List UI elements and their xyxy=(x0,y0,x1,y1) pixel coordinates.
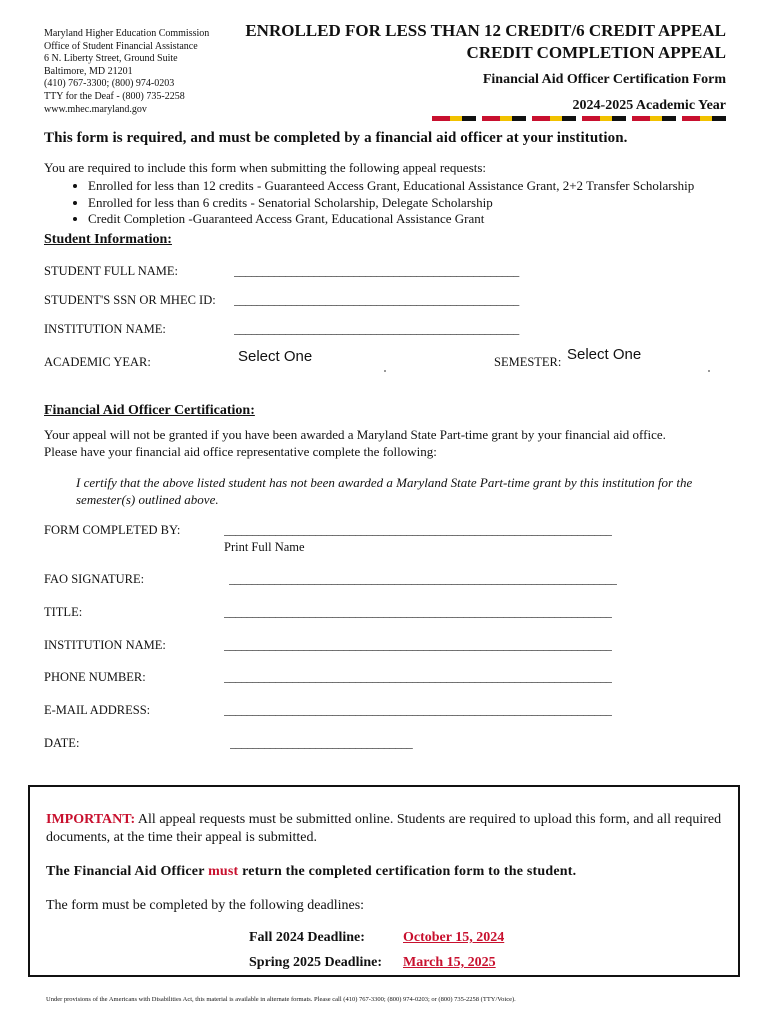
student-ssn-field[interactable]: __________________________________________________ xyxy=(234,293,520,307)
form-title xyxy=(220,20,726,64)
select-marker xyxy=(708,370,710,372)
completed-by-field[interactable]: ____________________________________________________________________ xyxy=(224,523,612,537)
completed-by-label: FORM COMPLETED BY: xyxy=(44,523,181,537)
agency-line: Maryland Higher Education Commission xyxy=(44,28,210,39)
officer-instructions-line: Please have your financial aid office representative complete the following: xyxy=(44,444,437,459)
fall-deadline-label: Fall 2024 Deadline: xyxy=(249,930,365,945)
select-marker xyxy=(384,370,386,372)
student-name-field[interactable]: __________________________________________________ xyxy=(234,264,520,278)
academic-year-select[interactable]: Select One xyxy=(238,348,313,365)
important-label: IMPORTANT: xyxy=(46,812,136,827)
officer-institution-label: INSTITUTION NAME: xyxy=(44,638,166,652)
form-required-notice: This form is required, and must be completed by a financial aid officer at your institution. xyxy=(44,130,628,146)
maryland-flag-stripe xyxy=(432,116,728,121)
appeal-type-list xyxy=(70,178,694,228)
academic-year-label: ACADEMIC YEAR: xyxy=(44,355,151,369)
student-name-label: STUDENT FULL NAME: xyxy=(44,264,179,278)
student-ssn-label: STUDENT'S SSN OR MHEC ID: xyxy=(44,293,216,307)
officer-cert-heading: Financial Aid Officer Certification: xyxy=(44,403,255,418)
return-instruction-must: must xyxy=(208,864,239,879)
officer-instructions xyxy=(44,426,666,460)
agency-line: (410) 767-3300; (800) 974-0203 xyxy=(44,78,175,90)
agency-line: Office of Student Financial Assistance xyxy=(44,40,198,52)
form-title-line1: ENROLLED FOR LESS THAN 12 CREDIT/6 CREDIT APPEAL xyxy=(245,21,726,40)
fao-signature-field[interactable]: ____________________________________________________________________ xyxy=(229,572,617,586)
date-label: DATE: xyxy=(44,736,80,750)
spring-deadline-date: March 15, 2025 xyxy=(403,955,496,970)
phone-number-field[interactable]: ____________________________________________________________________ xyxy=(224,670,612,684)
intro-text: You are required to include this form when submitting the following appeal requests: xyxy=(44,160,487,175)
list-item: • Credit Completion -Guaranteed Access Grant, Educational Assistance Grant xyxy=(88,211,694,228)
academic-year-heading: 2024-2025 Academic Year xyxy=(572,98,726,113)
student-info-heading: Student Information: xyxy=(44,232,172,247)
deadlines-intro: The form must be completed by the following deadlines: xyxy=(46,898,365,913)
phone-number-label: PHONE NUMBER: xyxy=(44,670,146,684)
title-field[interactable]: ____________________________________________________________________ xyxy=(224,605,612,619)
institution-name-label: INSTITUTION NAME: xyxy=(44,322,166,336)
form-subtitle: Financial Aid Officer Certification Form xyxy=(482,72,726,87)
list-item: • Enrolled for less than 12 credits - Guaranteed Access Grant, Educational Assistance Grant, 2+2 Transfer Scholarship xyxy=(88,178,694,195)
institution-name-field[interactable]: __________________________________________________ xyxy=(234,322,520,336)
email-address-field[interactable]: ____________________________________________________________________ xyxy=(224,703,612,717)
semester-label: SEMESTER: xyxy=(494,355,562,369)
form-title-line2: CREDIT COMPLETION APPEAL xyxy=(466,43,726,62)
fall-deadline-date: October 15, 2024 xyxy=(403,930,505,945)
agency-website[interactable]: www.mhec.maryland.gov xyxy=(44,103,147,115)
officer-institution-field[interactable]: ____________________________________________________________________ xyxy=(224,638,612,652)
return-instruction-post: return the completed certification form to the student. xyxy=(238,864,577,879)
agency-line: Baltimore, MD 21201 xyxy=(44,65,133,77)
agency-line: TTY for the Deaf - (800) 735-2258 xyxy=(44,90,185,102)
return-instruction xyxy=(46,864,576,880)
important-body: All appeal requests must be submitted online. Students are required to upload this form, and all required documents, at the time their appeal is submitted. xyxy=(46,812,722,845)
officer-instructions-line: Your appeal will not be granted if you have been awarded a Maryland State Part-time grant by your financial aid office. xyxy=(44,427,666,442)
spring-deadline-label: Spring 2025 Deadline: xyxy=(249,955,383,970)
date-field[interactable]: ________________________________ xyxy=(230,736,413,750)
semester-select[interactable]: Select One xyxy=(567,346,642,363)
certification-statement: I certify that the above listed student has not been awarded a Maryland State Part-time grant by this institution for the semester(s) outlined above. xyxy=(76,475,693,507)
important-notice-text xyxy=(46,811,730,847)
list-item: • Enrolled for less than 6 credits - Senatorial Scholarship, Delegate Scholarship xyxy=(88,195,694,212)
title-label: TITLE: xyxy=(44,605,83,619)
fao-signature-label: FAO SIGNATURE: xyxy=(44,572,145,586)
return-instruction-pre: The Financial Aid Officer xyxy=(46,864,209,879)
print-full-name-caption: Print Full Name xyxy=(224,540,305,554)
email-address-label: E-MAIL ADDRESS: xyxy=(44,703,151,717)
agency-address xyxy=(44,28,209,116)
agency-line: 6 N. Liberty Street, Ground Suite xyxy=(44,53,178,65)
ada-footer-note: Under provisions of the Americans with Disabilities Act, this material is available in alternate formats. Please call (410) 767-3300; (800) 974-0203; or (800) 735-2258 (TTY/Voice). xyxy=(46,996,516,1003)
